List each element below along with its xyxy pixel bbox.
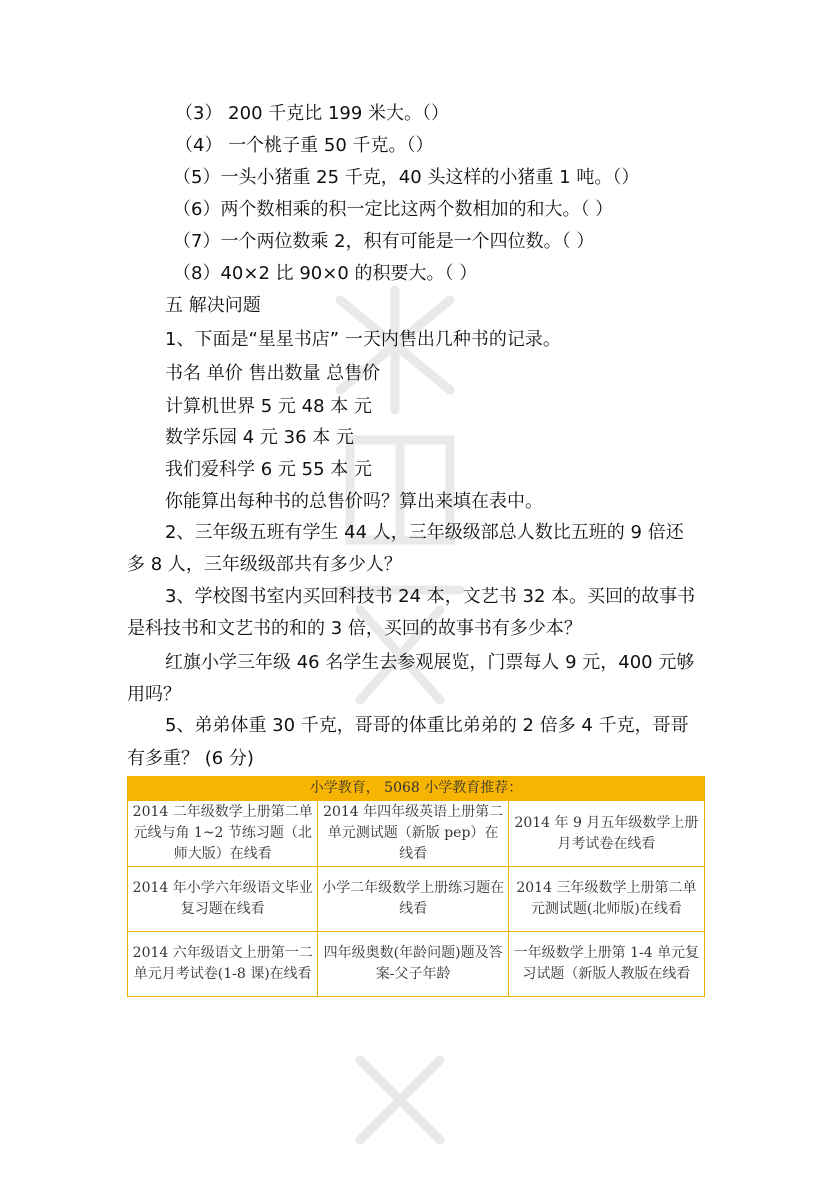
q2-line2: 多 8 人，三年级级部共有多少人？	[127, 554, 402, 575]
recommend-link-text: 一年级数学上册第 1-4 单元复习试题（新版人教版在线看	[513, 945, 700, 982]
q3-line1: 3、学校图书室内买回科技书 24 本，文艺书 32 本。买回的故事书	[165, 586, 696, 607]
recommend-link-text: 小学二年级数学上册练习题在线看	[322, 880, 505, 917]
recommend-link[interactable]	[128, 801, 318, 867]
q4-line2: 用吗？	[127, 684, 181, 705]
recommend-link[interactable]	[318, 932, 508, 997]
judgement-item: （3） 200 千克比 199 米大。（）	[175, 103, 450, 124]
q3-line2: 是科技书和文艺书的和的 3 倍，买回的故事书有多少本？	[127, 618, 582, 639]
recommend-link-text: 四年级奥数(年龄问题)题及答案-父子年龄	[323, 945, 503, 982]
q1-row: 数学乐园 4 元 36 本 元	[165, 427, 354, 448]
q5-line1: 5、弟弟体重 30 千克，哥哥的体重比弟弟的 2 倍多 4 千克，哥哥	[165, 715, 689, 736]
recommend-link[interactable]	[318, 801, 508, 867]
recommend-link[interactable]	[128, 932, 318, 997]
recommend-link[interactable]	[318, 867, 508, 932]
judgement-item: （4） 一个桃子重 50 千克。（）	[175, 135, 434, 156]
recommend-link[interactable]	[508, 867, 704, 932]
recommend-header: 小学教育， 5068 小学教育推荐：	[128, 777, 705, 801]
q1-row: 我们爱科学 6 元 55 本 元	[165, 459, 372, 480]
q4-line1: 红旗小学三年级 46 名学生去参观展览，门票每人 9 元，400 元够	[165, 652, 695, 673]
recommend-link-text: 2014 六年级语文上册第一二单元月考试卷(1-8 课)在线看	[132, 945, 313, 982]
judgement-item: （7）一个两位数乘 2，积有可能是一个四位数。（ ）	[173, 231, 595, 252]
q1-question: 你能算出每种书的总售价吗？算出来填在表中。	[165, 491, 543, 512]
judgement-item: （8）40×2 比 90×0 的积要大。（ ）	[173, 263, 478, 284]
recommend-link[interactable]	[128, 867, 318, 932]
q2-line1: 2、三年级五班有学生 44 人，三年级级部总人数比五班的 9 倍还	[165, 522, 684, 543]
q1-table-header: 书名 单价 售出数量 总售价	[165, 363, 381, 384]
q1-intro: 1、下面是“星星书店” 一天内售出几种书的记录。	[165, 329, 561, 350]
recommend-link-text: 2014 三年级数学上册第二单元测试题(北师版)在线看	[516, 880, 697, 917]
recommend-link-text: 2014 年 9 月五年级数学上册月考试卷在线看	[514, 814, 699, 852]
section-title: 五 解决问题	[165, 295, 261, 316]
judgement-item: （5）一头小猪重 25 千克，40 头这样的小猪重 1 吨。（）	[173, 167, 640, 188]
judgement-item: （6）两个数相乘的积一定比这两个数相加的和大。（ ）	[173, 199, 614, 220]
recommend-link-text: 2014 年小学六年级语文毕业复习题在线看	[132, 880, 313, 917]
q5-line2: 有多重？ (6 分)	[127, 748, 254, 769]
recommend-link[interactable]	[508, 801, 704, 867]
recommend-table	[127, 776, 705, 997]
recommend-link-text: 2014 二年级数学上册第二单元线与角 1~2 节练习题（北师大版）在线看	[132, 804, 313, 862]
recommend-link-text: 2014 年四年级英语上册第二单元测试题（新版 pep）在线看	[323, 804, 504, 862]
recommend-link[interactable]	[508, 932, 704, 997]
q1-row: 计算机世界 5 元 48 本 元	[165, 396, 372, 417]
